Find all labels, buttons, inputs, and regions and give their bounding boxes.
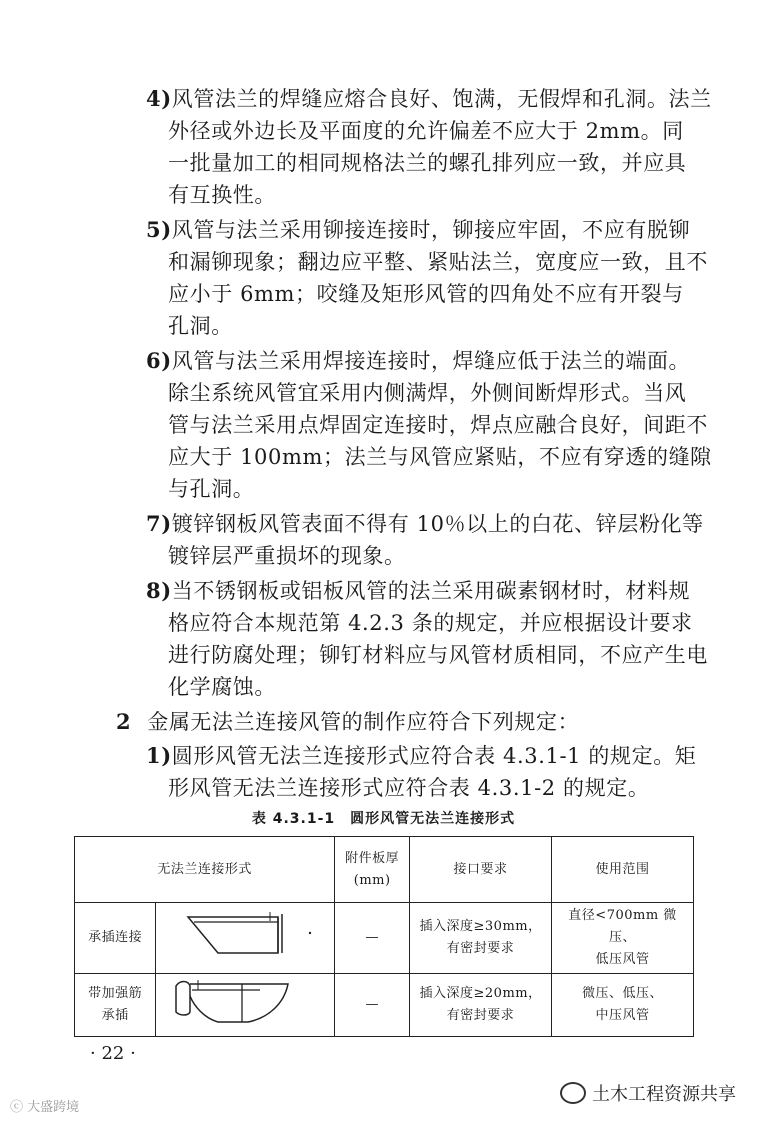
row-joint-line2: 有密封要求 bbox=[446, 1008, 515, 1023]
row-name-line2: 承插 bbox=[101, 1008, 129, 1023]
row-thickness: — bbox=[335, 903, 410, 974]
table-row bbox=[75, 903, 694, 974]
item-label: 6) bbox=[146, 348, 172, 373]
socket-joint-diagram bbox=[156, 903, 335, 974]
item-label: 8) bbox=[146, 578, 172, 603]
section-number: 2 bbox=[116, 709, 132, 734]
row-joint-line1: 插入深度≥20mm， bbox=[419, 986, 542, 1001]
item-text-line: 风管法兰的焊缝应熔合良好、饱满，无假焊和孔洞。法兰 bbox=[171, 87, 712, 111]
watermark-right-text: 土木工程资源共享 bbox=[592, 1084, 736, 1105]
item-text-line: 和漏铆现象；翻边应平整、紧贴法兰，宽度应一致，且不 bbox=[168, 250, 708, 274]
item-text-line: 形风管无法兰连接形式应符合表 4.3.1-2 的规定。 bbox=[168, 776, 650, 800]
item-text-line: 外径或外边长及平面度的允许偏差不应大于 2mm。同 bbox=[168, 119, 684, 143]
row-joint-line1: 插入深度≥30mm， bbox=[419, 919, 542, 934]
header-thickness-line1: 附件板厚 bbox=[345, 850, 400, 866]
header-joint: 接口要求 bbox=[410, 837, 552, 903]
page-number: · 22 · bbox=[90, 1043, 136, 1064]
header-range: 使用范围 bbox=[552, 837, 694, 903]
item-label: 4) bbox=[146, 86, 172, 111]
row-thickness: — bbox=[335, 974, 410, 1037]
header-thickness bbox=[335, 837, 410, 903]
row-range-line1: 直径<700mm 微压、 bbox=[568, 908, 677, 945]
watermark-logo-icon: ⓒ bbox=[10, 1100, 24, 1115]
row-range-line1: 微压、低压、 bbox=[582, 986, 664, 1001]
item-text-line: 一批量加工的相同规格法兰的螺孔排列应一致，并应具 bbox=[168, 151, 687, 175]
row-range-line2: 低压风管 bbox=[595, 952, 650, 967]
item-text-line: 有互换性。 bbox=[168, 183, 276, 207]
header-thickness-line2: (mm) bbox=[353, 872, 391, 888]
item-text-line: 镀锌钢板风管表面不得有 10％以上的白花、锌层粉化等 bbox=[171, 512, 704, 536]
item-text-line: 应小于 6mm；咬缝及矩形风管的四角处不应有开裂与 bbox=[168, 282, 684, 306]
header-form: 无法兰连接形式 bbox=[75, 837, 335, 903]
socket-joint-drawing bbox=[160, 909, 330, 959]
item-text-line: 化学腐蚀。 bbox=[168, 675, 276, 699]
item-text-line: 风管与法兰采用铆接连接时，铆接应牢固，不应有脱铆 bbox=[171, 218, 691, 242]
watermark-right bbox=[560, 1080, 736, 1106]
item-label: 5) bbox=[146, 217, 172, 242]
row-name: 承插连接 bbox=[75, 903, 156, 974]
row-range bbox=[552, 903, 694, 974]
row-range-line2: 中压风管 bbox=[595, 1008, 650, 1023]
row-joint-line2: 有密封要求 bbox=[446, 941, 515, 956]
section-heading bbox=[116, 710, 579, 734]
item-text-line: 除尘系统风管宜采用内侧满焊，外侧间断焊形式。当风 bbox=[168, 381, 687, 405]
connection-table bbox=[74, 836, 694, 1037]
item-text-line: 圆形风管无法兰连接形式应符合表 4.3.1-1 的规定。矩 bbox=[171, 744, 697, 768]
wechat-icon bbox=[560, 1082, 586, 1104]
table-caption: 表 4.3.1-1 圆形风管无法兰连接形式 bbox=[251, 811, 516, 827]
watermark-left-text: 大盛跨境 bbox=[27, 1100, 80, 1115]
section-text: 金属无法兰连接风管的制作应符合下列规定： bbox=[147, 710, 580, 734]
row-range bbox=[552, 974, 694, 1037]
watermark-left bbox=[10, 1096, 79, 1115]
item-text-line: 风管与法兰采用焊接连接时，焊缝应低于法兰的端面。 bbox=[171, 349, 691, 373]
row-joint bbox=[410, 974, 552, 1037]
item-label: 1) bbox=[146, 743, 172, 768]
item-text-line: 格应符合本规范第 4.2.3 条的规定，并应根据设计要求 bbox=[168, 611, 693, 635]
item-text-line: 孔洞。 bbox=[168, 314, 233, 338]
table-header-row bbox=[75, 837, 694, 903]
table-row bbox=[75, 974, 694, 1037]
ribbed-socket-diagram bbox=[156, 974, 335, 1037]
row-name-line1: 带加强筋 bbox=[88, 986, 143, 1001]
item-text-line: 与孔洞。 bbox=[168, 477, 255, 501]
row-name bbox=[75, 974, 156, 1037]
item-text-line: 管与法兰采用点焊固定连接时，焊点应融合良好，间距不 bbox=[168, 413, 708, 437]
item-label: 7) bbox=[146, 511, 172, 536]
row-joint bbox=[410, 903, 552, 974]
item-text-line: 镀锌层严重损坏的现象。 bbox=[168, 544, 406, 568]
item-text-line: 当不锈钢板或铝板风管的法兰采用碳素钢材时，材料规 bbox=[171, 579, 691, 603]
item-text-line: 进行防腐处理；铆钉材料应与风管材质相同，不应产生电 bbox=[168, 643, 708, 667]
ribbed-socket-drawing bbox=[160, 976, 330, 1026]
item-text-line: 应大于 100mm；法兰与风管应紧贴，不应有穿透的缝隙 bbox=[168, 445, 712, 469]
